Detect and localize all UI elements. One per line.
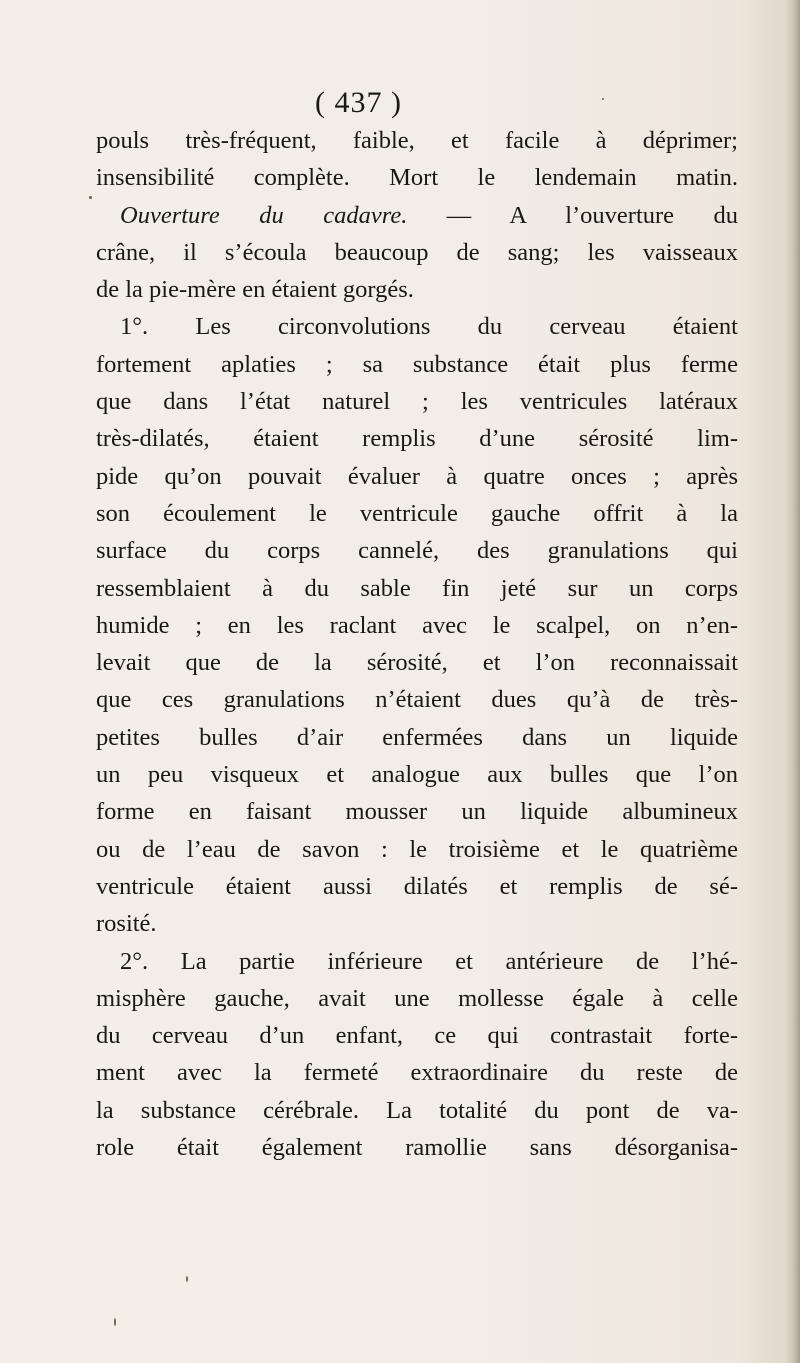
text-line-11: son écoulement le ventricule gauche offrit à la bbox=[96, 499, 738, 527]
paper-speck bbox=[89, 196, 92, 199]
text-line-12: surface du corps cannelé, des granulations qui bbox=[96, 537, 738, 565]
body-text bbox=[96, 122, 738, 1166]
text-line-3-rest: — A l’ouverture du bbox=[407, 201, 738, 229]
page-edge-shadow bbox=[786, 0, 800, 1363]
text-line-17: petites bulles d’air enfermées dans un liquide bbox=[96, 723, 738, 751]
text-line-14: humide ; en les raclant avec le scalpel, on n’en- bbox=[96, 611, 738, 639]
text-line-16: que ces granulations n’étaient dues qu’à de très- bbox=[96, 686, 738, 714]
text-line-23: 2°. La partie inférieure et antérieure de l’hé- bbox=[120, 947, 738, 975]
text-line-3 bbox=[96, 197, 738, 234]
text-line-21: ventricule étaient aussi dilatés et remplis de sé- bbox=[96, 872, 738, 900]
text-line-4: crâne, il s’écoula beaucoup de sang; les vaisseaux bbox=[96, 238, 738, 266]
text-line-8: que dans l’état naturel ; les ventricules latéraux bbox=[96, 388, 738, 416]
text-line-27: la substance cérébrale. La totalité du pont de va- bbox=[96, 1096, 738, 1124]
text-line-13: ressemblaient à du sable fin jeté sur un corps bbox=[96, 574, 738, 602]
paper-speck bbox=[602, 98, 604, 100]
page-number: ( 437 ) bbox=[315, 86, 402, 119]
text-line-10: pide qu’on pouvait évaluer à quatre onces ; après bbox=[96, 462, 738, 490]
text-line-25: du cerveau d’un enfant, ce qui contrastait forte- bbox=[96, 1022, 738, 1050]
text-line-19: forme en faisant mousser un liquide albumineux bbox=[96, 798, 738, 826]
text-line-1: pouls très-fréquent, faible, et facile à déprimer; bbox=[96, 127, 738, 154]
text-line-18: un peu visqueux et analogue aux bulles que l’on bbox=[96, 761, 738, 789]
text-line-28: role était également ramollie sans désorganisa- bbox=[96, 1134, 738, 1162]
text-line-6: 1°. Les circonvolutions du cerveau étaient bbox=[120, 313, 738, 341]
text-line-15: levait que de la sérosité, et l’on reconnaissait bbox=[96, 649, 738, 677]
text-line-20: ou de l’eau de savon : le troisième et le quatrième bbox=[96, 835, 738, 863]
text-line-26: ment avec la fermeté extraordinaire du reste de bbox=[96, 1059, 738, 1087]
text-line-5: de la pie-mère en étaient gorgés. bbox=[96, 276, 414, 304]
paper-speck bbox=[114, 1318, 116, 1326]
section-heading-italic: Ouverture du cadavre. bbox=[120, 201, 408, 229]
text-line-24: misphère gauche, avait une mollesse égale à celle bbox=[96, 984, 738, 1012]
text-line-2: insensibilité complète. Mort le lendemain matin. bbox=[96, 164, 738, 192]
text-line-22: rosité. bbox=[96, 910, 157, 938]
paper-speck bbox=[186, 1276, 188, 1282]
text-line-7: fortement aplaties ; sa substance était plus ferme bbox=[96, 350, 738, 378]
text-line-9: très-dilatés, étaient remplis d’une sérosité lim- bbox=[96, 425, 738, 453]
